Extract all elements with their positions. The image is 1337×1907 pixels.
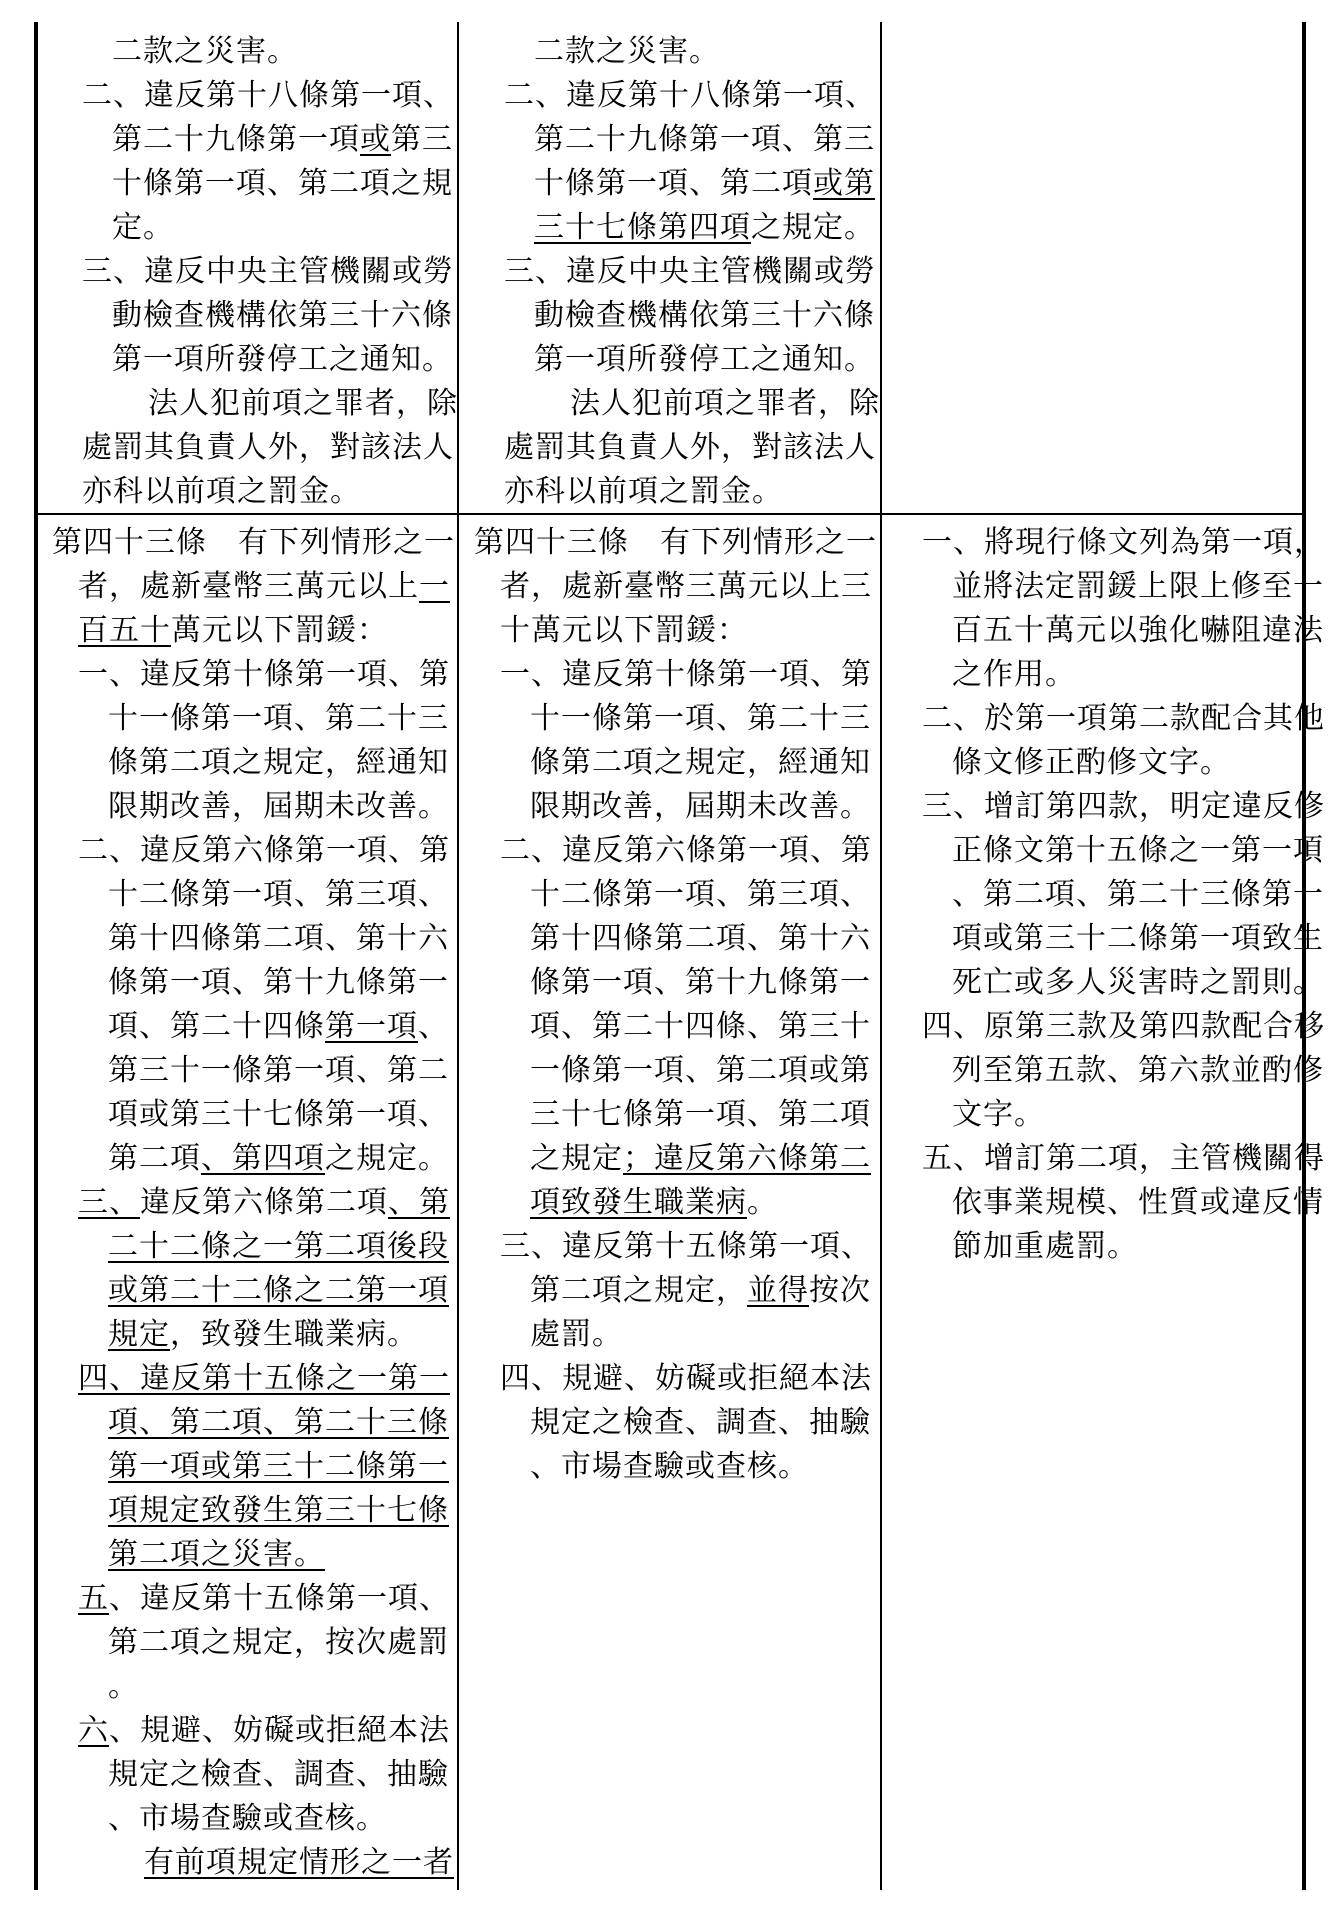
underlined-revision-text: 規定 (108, 1317, 170, 1352)
text-segment: 處罰其負責人外，對該法人 (504, 430, 876, 465)
underlined-revision-text: 第一項 (325, 1009, 418, 1044)
text-segment: 處罰其負責人外，對該法人 (82, 430, 454, 465)
text-segment: 二、違反第十八條第一項、 (504, 78, 876, 113)
underlined-revision-text: 二十二條之一第二項後段 (108, 1229, 449, 1264)
text-segment: 第十四條第二項、第十六 (530, 921, 871, 956)
text-line (52, 1313, 452, 1357)
underlined-revision-text: 、第四項 (201, 1141, 325, 1176)
text-line (896, 521, 1325, 565)
text-line (896, 653, 1296, 697)
underlined-revision-text: 第一項或第三十二條第一 (108, 1449, 449, 1484)
text-segment: 第四十三條 有下列情形之一 (474, 525, 877, 560)
underlined-revision-text: 項規定致發生第三十七條 (108, 1493, 449, 1528)
text-segment: 十萬元以下罰鍰： (500, 613, 748, 648)
text-line (474, 609, 874, 653)
text-segment: 萬元以下罰鍰： (171, 613, 388, 648)
text-line (474, 1137, 874, 1181)
text-segment: 二、違反第十八條第一項、 (82, 78, 454, 113)
article-43-amended-text-cell (52, 521, 455, 1885)
text-segment: 按次 (809, 1273, 871, 1308)
text-segment: 依事業規模、性質或違反情 (952, 1185, 1324, 1220)
underlined-revision-text: 五 (78, 1581, 109, 1616)
text-line (474, 1269, 874, 1313)
text-line (896, 1049, 1324, 1093)
text-line (52, 917, 452, 961)
text-line (56, 426, 454, 470)
text-line (52, 1181, 452, 1225)
text-segment: 五、增訂第二項，主管機關得 (922, 1141, 1325, 1176)
underlined-revision-text: 或第 (813, 166, 875, 201)
text-segment: 二、於第一項第二款配合其他 (922, 701, 1325, 736)
text-segment: 者，處新臺幣三萬元以上三 (500, 569, 872, 604)
text-segment: 十一條第一項、第二十三 (108, 701, 449, 736)
text-line (896, 1093, 1296, 1137)
text-segment: 第三十一條第一項、第二 (108, 1053, 449, 1088)
text-line (896, 1225, 1296, 1269)
text-line (52, 1093, 452, 1137)
text-line (52, 1401, 452, 1445)
text-line (896, 1137, 1325, 1181)
text-segment: 條文修正酌修文字。 (952, 745, 1231, 780)
text-line (474, 697, 874, 741)
text-segment: 條第一項、第十九條第一 (530, 965, 871, 1000)
text-line (474, 873, 874, 917)
underlined-revision-text: 、第 (388, 1185, 450, 1220)
text-line (896, 1181, 1324, 1225)
text-segment: 條第二項之規定，經通知 (108, 745, 449, 780)
text-segment: 節加重處罰。 (952, 1229, 1138, 1264)
underlined-revision-text: 六 (78, 1713, 109, 1748)
text-segment: 一、違反第十條第一項、第 (78, 657, 450, 692)
text-segment: 十二條第一項、第三項、 (530, 877, 871, 912)
text-line (56, 250, 454, 294)
text-segment: 第一項所發停工之通知。 (112, 342, 453, 377)
text-segment: 十條第一項、第二項 (534, 166, 813, 201)
text-segment: 四、原第三款及第四款配合移 (922, 1009, 1325, 1044)
text-segment: 正條文第十五條之一第一項 (952, 833, 1324, 868)
text-line (478, 382, 880, 426)
text-segment: 限期改善，屆期未改善。 (530, 789, 871, 824)
text-segment: 規定之檢查、調查、抽驗 (108, 1757, 449, 1792)
text-line (474, 565, 874, 609)
text-segment: 列至第五款、第六款並酌修 (952, 1053, 1324, 1088)
text-segment: 之規定。 (751, 210, 875, 245)
text-segment: 第二項之規定，按次處罰 (108, 1625, 449, 1660)
text-segment: 項、第二十四條、第三十 (530, 1009, 871, 1044)
text-line (52, 1005, 452, 1049)
text-line (474, 1401, 874, 1445)
text-segment: 項或第三十七條第一項、 (108, 1097, 449, 1132)
text-line (52, 521, 455, 565)
text-line (896, 873, 1324, 917)
column-divider-1 (457, 22, 459, 1890)
text-line (474, 829, 874, 873)
text-segment: 第二十九條第一項 (112, 122, 360, 157)
text-segment: 四、規避、妨礙或拒絕本法 (500, 1361, 872, 1396)
text-line (474, 785, 874, 829)
text-segment: 、規避、妨礙或拒絕本法 (109, 1713, 450, 1748)
text-segment: 文字。 (952, 1097, 1045, 1132)
text-line (896, 741, 1296, 785)
text-segment: 三十七條第一項、第二項 (530, 1097, 871, 1132)
text-line (52, 961, 452, 1005)
text-segment: 一、將現行條文列為第一項， (922, 525, 1325, 560)
text-segment: 第二十九條第一項、第三 (534, 122, 875, 157)
text-line (52, 873, 452, 917)
text-segment: 第一項所發停工之通知。 (534, 342, 875, 377)
text-line (52, 697, 452, 741)
text-line (474, 521, 877, 565)
text-line (52, 741, 452, 785)
text-segment: 規定之檢查、調查、抽驗 (530, 1405, 871, 1440)
text-line (52, 1577, 452, 1621)
text-line (896, 565, 1324, 609)
text-segment: 三、違反中央主管機關或勞 (82, 254, 454, 289)
text-line (56, 382, 458, 426)
text-line (896, 1005, 1325, 1049)
text-line (896, 609, 1324, 653)
text-segment: 十二條第一項、第三項、 (108, 877, 449, 912)
text-segment: 亦科以前項之罰金。 (504, 474, 783, 509)
text-line (52, 653, 452, 697)
text-line (52, 1621, 452, 1665)
text-segment: 百五十萬元以強化嚇阻違法 (952, 613, 1324, 648)
text-segment: 。 (747, 1185, 778, 1220)
text-line (474, 1357, 874, 1401)
text-line (52, 785, 452, 829)
text-line (52, 1049, 452, 1093)
text-segment: 動檢查機構依第三十六條 (112, 298, 453, 333)
text-segment: 項或第三十二條第一項致生 (952, 921, 1324, 956)
text-segment: 、違反第十五條第一項、 (109, 1581, 450, 1616)
underlined-revision-text: 或 (360, 122, 391, 157)
text-segment: 一、違反第十條第一項、第 (500, 657, 872, 692)
text-line (478, 162, 873, 206)
text-segment: 並將法定罰鍰上限上修至一 (952, 569, 1324, 604)
text-segment: 二、違反第六條第一項、第 (78, 833, 450, 868)
text-segment: 三、違反第十五條第一項、 (500, 1229, 872, 1264)
underlined-revision-text: 四、違反第十五條之一第一 (78, 1361, 450, 1396)
text-line (474, 961, 874, 1005)
text-line (52, 829, 452, 873)
text-line (52, 1489, 452, 1533)
text-segment: 。 (108, 1669, 139, 1704)
text-line (56, 118, 451, 162)
text-line (474, 1181, 874, 1225)
text-line (896, 697, 1325, 741)
upper-amended-text-cell (56, 30, 458, 514)
text-segment: 限期改善，屆期未改善。 (108, 789, 449, 824)
text-segment: 三、增訂第四款，明定違反修 (922, 789, 1325, 824)
article-43-current-text-cell (474, 521, 877, 1489)
text-line (474, 1049, 874, 1093)
text-segment: 、第二項、第二十三條第一 (952, 877, 1324, 912)
text-segment: 項、第二十四條 (108, 1009, 325, 1044)
text-segment: 第二項之規定， (530, 1273, 747, 1308)
text-line (52, 1665, 452, 1709)
text-segment: 三、違反中央主管機關或勞 (504, 254, 876, 289)
text-line (478, 250, 876, 294)
text-line (896, 961, 1324, 1005)
text-line (52, 1137, 452, 1181)
text-segment: 十條第一項、第二項之規 (112, 166, 453, 201)
text-line (56, 30, 451, 74)
underlined-revision-text: 項致發生職業病 (530, 1185, 747, 1220)
upper-current-text-cell (478, 30, 880, 514)
text-line (474, 741, 874, 785)
underlined-revision-text: 第二項之災害。 (108, 1537, 325, 1572)
text-line (474, 1445, 874, 1489)
text-line (52, 609, 452, 653)
underlined-revision-text: 百五十 (78, 613, 171, 648)
underlined-revision-text: 或第二十二條之二第一項 (108, 1273, 449, 1308)
text-segment: 二款之災害。 (112, 34, 298, 69)
text-line (52, 1753, 452, 1797)
text-segment: 二、違反第六條第一項、第 (500, 833, 872, 868)
text-segment: 法人犯前項之罪者，除 (148, 386, 458, 421)
text-line (478, 118, 873, 162)
article-43-explanation-cell (896, 521, 1325, 1269)
underlined-revision-text: 項、第二項、第二十三條 (108, 1405, 449, 1440)
text-line (52, 1445, 452, 1489)
text-segment: 第四十三條 有下列情形之一 (52, 525, 455, 560)
underlined-revision-text: 一 (419, 569, 450, 604)
text-line (478, 74, 876, 118)
text-line (52, 1797, 452, 1841)
text-segment: 條第一項、第十九條第一 (108, 965, 449, 1000)
text-line (474, 1093, 874, 1137)
text-line (52, 1269, 452, 1313)
text-line (52, 1841, 452, 1885)
text-segment: 死亡或多人災害時之罰則。 (952, 965, 1324, 1000)
text-segment: 動檢查機構依第三十六條 (534, 298, 875, 333)
underlined-revision-text: 三、 (78, 1185, 140, 1220)
underlined-revision-text: 並得 (747, 1273, 809, 1308)
text-segment: 第二項 (108, 1141, 201, 1176)
text-line (478, 30, 873, 74)
text-segment: 第十四條第二項、第十六 (108, 921, 449, 956)
text-line (474, 1225, 874, 1269)
text-line (896, 829, 1324, 873)
text-segment: 條第二項之規定，經通知 (530, 745, 871, 780)
text-line (56, 74, 454, 118)
table-border-left (34, 22, 38, 1890)
column-divider-2 (880, 22, 882, 1890)
underlined-revision-text: ；違反第六條第二 (623, 1141, 871, 1176)
text-line (52, 1225, 452, 1269)
text-line (56, 470, 451, 514)
text-segment: 亦科以前項之罰金。 (82, 474, 361, 509)
text-segment: 、市場查驗或查核。 (108, 1801, 387, 1836)
text-segment: 、 (418, 1009, 449, 1044)
text-line (56, 162, 451, 206)
text-line (474, 1005, 874, 1049)
text-segment: 二款之災害。 (534, 34, 720, 69)
text-line (474, 1313, 874, 1357)
text-segment: 第三 (391, 122, 453, 157)
text-segment: ，致發生職業病。 (170, 1317, 418, 1352)
text-segment: 之規定 (530, 1141, 623, 1176)
text-line (474, 653, 874, 697)
text-line (478, 294, 873, 338)
text-line (52, 1357, 452, 1401)
text-segment: 之作用。 (952, 657, 1076, 692)
text-line (478, 338, 873, 382)
text-line (478, 426, 876, 470)
text-segment: 定。 (112, 210, 174, 245)
text-line (52, 565, 452, 609)
text-line (896, 785, 1325, 829)
text-segment: 一條第一項、第二項或第 (530, 1053, 871, 1088)
text-line (56, 206, 451, 250)
text-segment: 違反第六條第二項 (140, 1185, 388, 1220)
text-line (52, 1533, 452, 1577)
text-segment: 之規定。 (325, 1141, 449, 1176)
underlined-revision-text: 有前項規定情形之一者 (144, 1845, 454, 1880)
text-segment: 者，處新臺幣三萬元以上 (78, 569, 419, 604)
text-line (56, 294, 451, 338)
text-line (56, 338, 451, 382)
text-line (896, 917, 1324, 961)
text-line (52, 1709, 452, 1753)
text-line (474, 917, 874, 961)
underlined-revision-text: 三十七條第四項 (534, 210, 751, 245)
text-line (478, 206, 873, 250)
text-segment: 、市場查驗或查核。 (530, 1449, 809, 1484)
text-segment: 法人犯前項之罪者，除 (570, 386, 880, 421)
text-segment: 處罰。 (530, 1317, 623, 1352)
text-line (478, 470, 873, 514)
text-segment: 十一條第一項、第二十三 (530, 701, 871, 736)
